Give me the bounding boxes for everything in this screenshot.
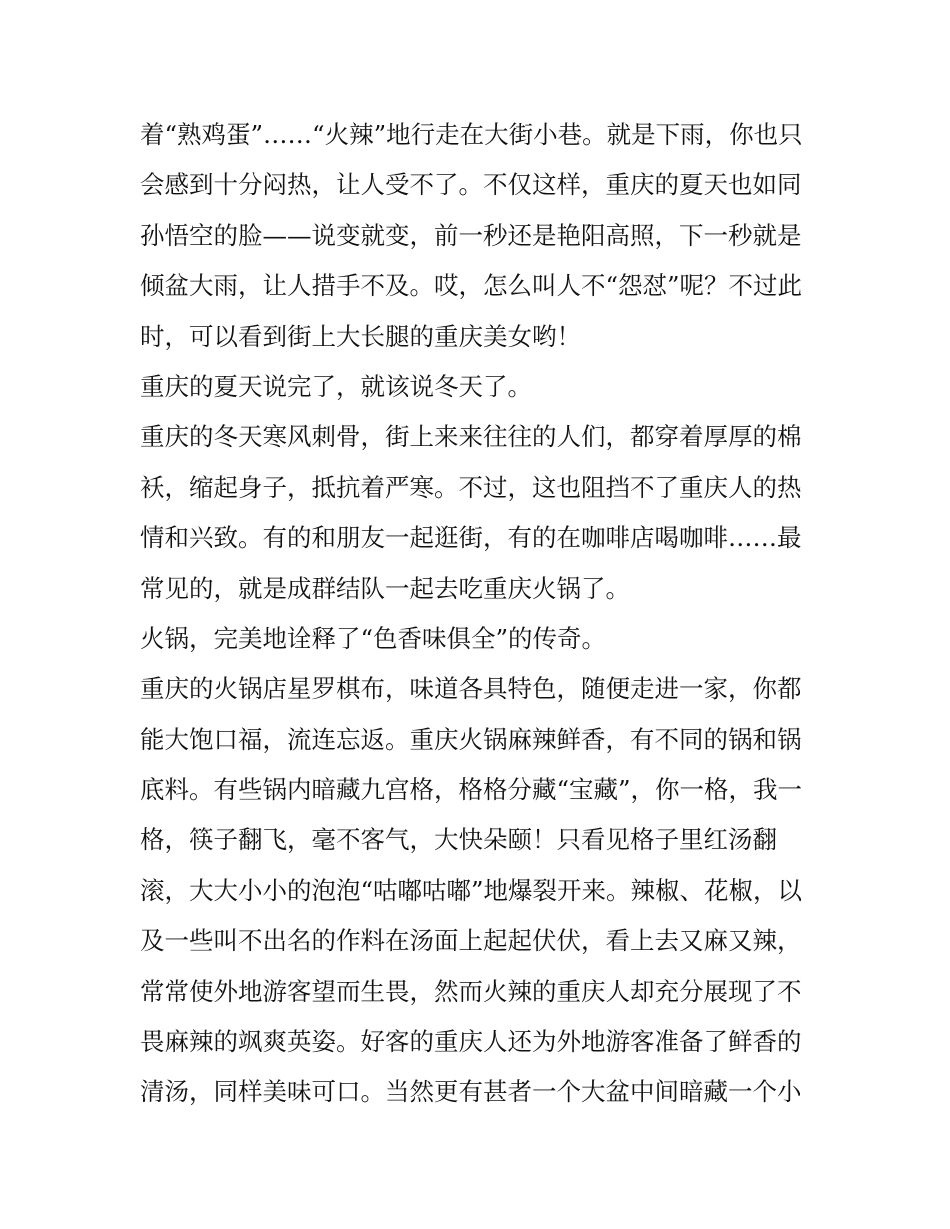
text-line: 滚，大大小小的泡泡“咕嘟咕嘟”地爆裂开来。辣椒、花椒，以 (140, 875, 803, 905)
text-line: 重庆的夏天说完了，就该说冬天了。 (140, 371, 532, 401)
text-line: 常常使外地游客望而生畏，然而火辣的重庆人却充分展现了不 (140, 976, 802, 1006)
text-line: 时，可以看到街上大长腿的重庆美女哟！ (140, 321, 581, 351)
text-line: 清汤，同样美味可口。当然更有甚者一个大盆中间暗藏一个小 (140, 1077, 802, 1107)
text-line: 重庆的冬天寒风刺骨，街上来来往往的人们，都穿着厚厚的棉 (140, 422, 802, 452)
text-line: 情和兴致。有的和朋友一起逛街，有的在咖啡店喝咖啡……最 (140, 523, 802, 553)
text-line: 常见的，就是成群结队一起去吃重庆火锅了。 (140, 573, 630, 603)
text-line: 底料。有些锅内暗藏九宫格，格格分藏“宝藏”，你一格，我一 (140, 775, 803, 805)
text-line: 重庆的火锅店星罗棋布，味道各具特色，随便走进一家，你都 (140, 674, 802, 704)
body-text (140, 110, 820, 1118)
text-line: 着“熟鸡蛋”……“火辣”地行走在大街小巷。就是下雨，你也只 (140, 120, 803, 149)
text-line: 倾盆大雨，让人措手不及。哎，怎么叫人不“怨怼”呢？不过此 (140, 271, 803, 301)
text-line: 格，筷子翻飞，毫不客气，大快朵颐！只看见格子里红汤翻 (140, 825, 777, 855)
text-line: 孙悟空的脸——说变就变，前一秒还是艳阳高照，下一秒就是 (140, 220, 802, 250)
text-line: 会感到十分闷热，让人受不了。不仅这样，重庆的夏天也如同 (140, 170, 802, 200)
text-line: 火锅，完美地诠释了“色香味俱全”的传奇。 (140, 623, 607, 653)
text-line: 畏麻辣的飒爽英姿。好客的重庆人还为外地游客准备了鲜香的 (140, 1027, 802, 1057)
text-line: 袄，缩起身子，抵抗着严寒。不过，这也阻挡不了重庆人的热 (140, 472, 802, 502)
text-line: 及一些叫不出名的作料在汤面上起起伏伏，看上去又麻又辣， (140, 926, 802, 956)
text-line: 能大饱口福，流连忘返。重庆火锅麻辣鲜香，有不同的锅和锅 (140, 724, 802, 754)
